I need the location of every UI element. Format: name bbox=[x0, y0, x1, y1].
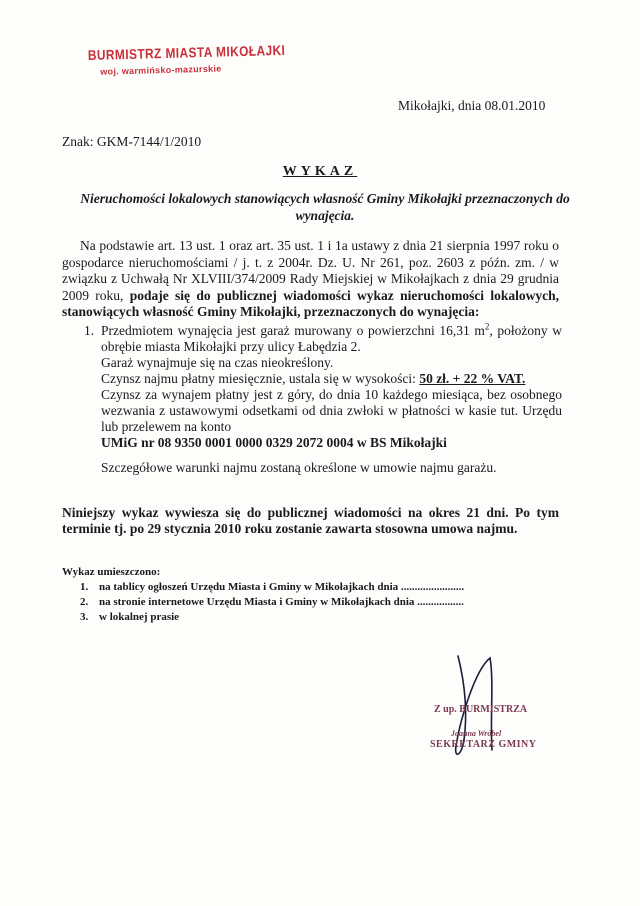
document-subtitle: Nieruchomości lokalowych stanowiących własność Gminy Mikołajki przeznaczonych do wynajęcia. bbox=[80, 191, 570, 223]
intro-paragraph bbox=[62, 238, 559, 321]
date-line: Mikołajki, dnia 08.01.2010 bbox=[398, 98, 546, 113]
placement-title: Wykaz umieszczono: bbox=[62, 566, 161, 578]
document-title: WYKAZ bbox=[282, 164, 358, 179]
office-stamp bbox=[88, 41, 321, 77]
item-line-2: Garaż wynajmuje się na czas nieokreślony. bbox=[101, 355, 334, 370]
signature-stamp-line-1: Z up. BURMISTRZA bbox=[434, 704, 528, 715]
notice-paragraph: Niniejszy wykaz wywiesza się do publicznej wiadomości na okres 21 dni. Po tym terminie tj. po 29 stycznia 2010 roku zostanie zawarta stosowna umowa najmu. bbox=[62, 505, 559, 536]
item-line-4: Czynsz za wynajem płatny jest z góry, do dnia 10 każdego miesiąca, bez osobnego wezwania z ustawowymi odsetkami od dnia zwłoki w płatności w kasie tut. Urzędu lub przelewem na konto bbox=[101, 387, 562, 434]
signature-stamp-line-3: SEKRETARZ GMINY bbox=[430, 739, 537, 750]
placement-list bbox=[80, 580, 464, 625]
item-number: 1. bbox=[84, 323, 95, 338]
stamp-line-2: woj. warmińsko-mazurskie bbox=[100, 63, 222, 77]
terms-line: Szczegółowe warunki najmu zostaną określone w umowie najmu garażu. bbox=[101, 460, 497, 475]
reference-number: Znak: GKM-7144/1/2010 bbox=[62, 134, 202, 149]
intro-bold: podaje się do publicznej wiadomości wykaz nieruchomości lokalowych, stanowiących własność Gminy Mikołajki, przeznaczonych do wynajęcia: bbox=[62, 287, 560, 319]
item-line-3: Czynsz najmu płatny miesięcznie, ustala się w wysokości: 50 zł. + 22 % VAT. bbox=[101, 371, 526, 386]
placement-item: 2. na stronie internetowe Urzędu Miasta i Gminy w Mikołajkach dnia ................. bbox=[80, 596, 464, 608]
intro-text: Na podstawie art. 13 ust. 1 oraz art. 35 ust. 1 i 1a ustawy z dnia 21 sierpnia 1997 roku o gospodarce nieruchomościami / j. t. z 2004r. Dz. U. Nr 261, poz. 2603 z późn. zm. / w związku z Uchwałą Nr XLVIII/374/2009 Rady Miejskiej w Mikołajkach z dnia 29 grudnia 2009 roku, bbox=[62, 238, 559, 303]
list-item bbox=[84, 323, 562, 451]
signature-stamp-line-2: Joanna Wróbel bbox=[451, 729, 502, 738]
placement-item: 1. na tablicy ogłoszeń Urzędu Miasta i Gminy w Mikołajkach dnia ....................... bbox=[80, 581, 465, 593]
placement-item: 3. w lokalnej prasie bbox=[80, 611, 180, 623]
bank-account: UMiG nr 08 9350 0001 0000 0329 2072 0004 w BS Mikołajki bbox=[101, 435, 447, 450]
price: 50 zł. + 22 % VAT. bbox=[419, 371, 526, 386]
stamp-line-1: BURMISTRZ MIASTA MIKOŁAJKI bbox=[87, 41, 286, 64]
item-line-1: Przedmiotem wynajęcia jest garaż murowany o powierzchni 16,31 $m^2$, położony w obrębie miasta Mikołajki przy ulicy Łabędzia 2. bbox=[101, 321, 562, 354]
